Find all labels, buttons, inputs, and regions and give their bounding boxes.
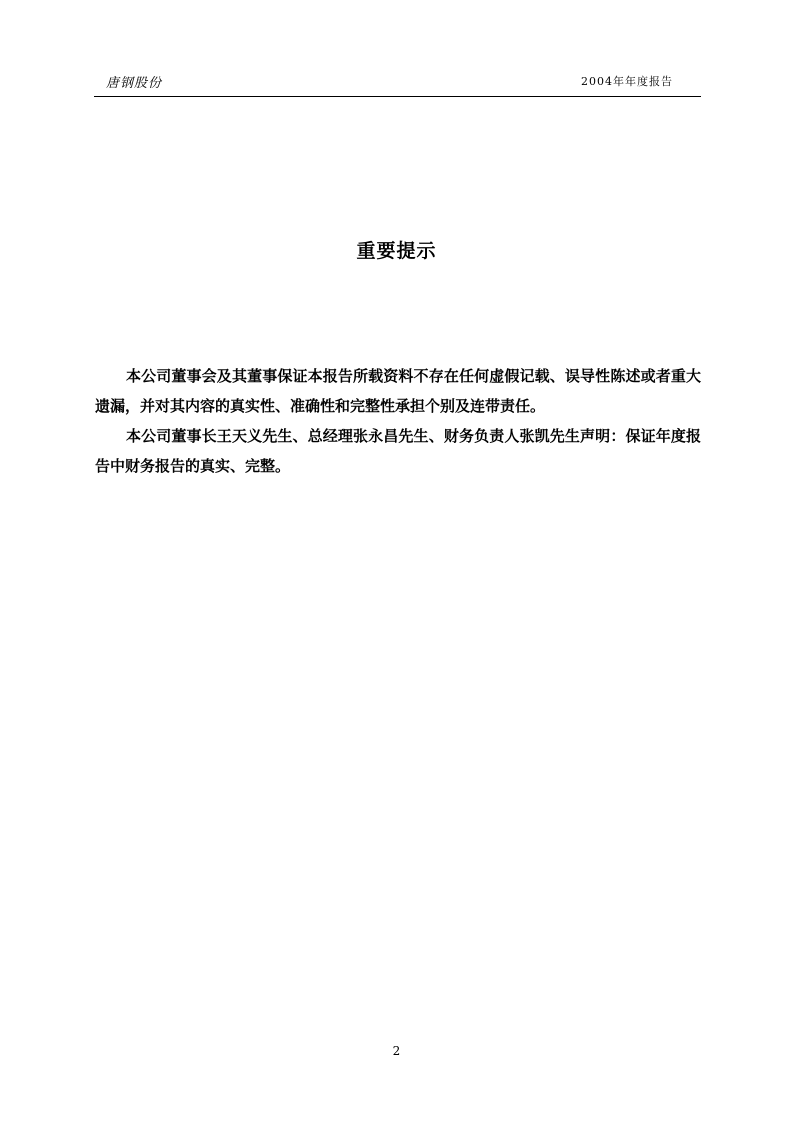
page-title: 重要提示: [356, 240, 437, 262]
body-text: [95, 361, 701, 481]
report-title: 2004年年度报告: [581, 75, 673, 88]
page-number: 2: [392, 1044, 401, 1058]
paragraph-executive-declaration: 本公司董事长王天义先生、总经理张永昌先生、财务负责人张凯先生声明：保证年度报告中财务报告的真实、完整。: [95, 427, 701, 475]
page-header: [94, 68, 701, 97]
company-name: 唐钢股份: [106, 76, 163, 91]
paragraph-board-statement: 本公司董事会及其董事保证本报告所载资料不存在任何虚假记载、误导性陈述或者重大遗漏，并对其内容的真实性、准确性和完整性承担个别及连带责任。: [95, 367, 701, 415]
